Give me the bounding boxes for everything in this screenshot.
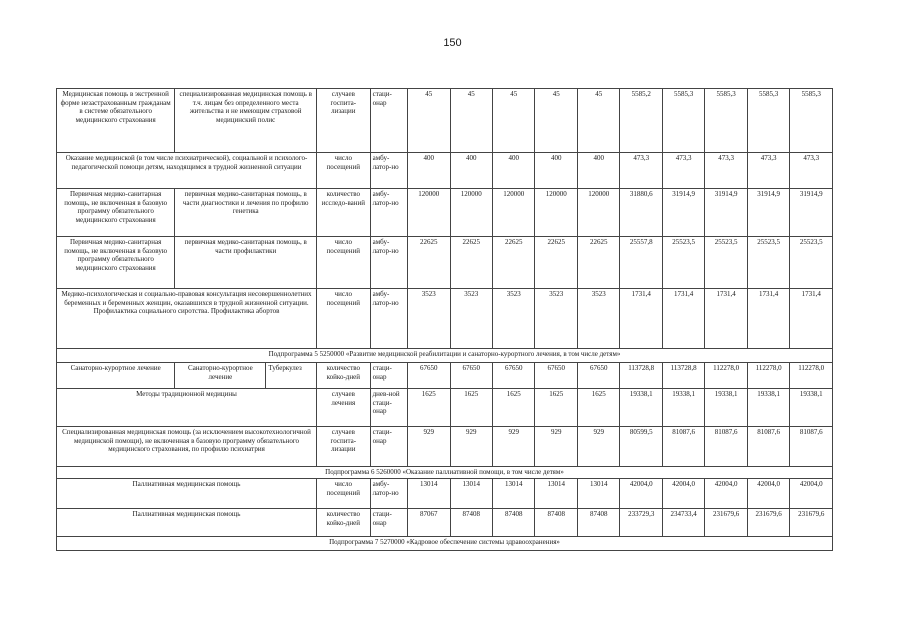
value-cell: 113728,8 (662, 363, 704, 389)
value-cell: 112278,0 (705, 363, 747, 389)
value-cell: 120000 (577, 189, 619, 237)
value-cell: 25523,5 (747, 237, 789, 289)
value-cell: 929 (535, 427, 577, 467)
value-cell: 1731,4 (790, 289, 833, 349)
value-cell: 3523 (535, 289, 577, 349)
value-cell: 5585,3 (790, 89, 833, 153)
value-cell: 25523,5 (662, 237, 704, 289)
value-cell: 22625 (493, 237, 535, 289)
care-type-cell: Медицинская помощь в экстренной форме незастрахованным гражданам в системе обязательного медицинского страхования (57, 89, 175, 153)
value-cell: 1731,4 (747, 289, 789, 349)
unit-cell: случаев госпита-лизации (317, 89, 371, 153)
value-cell: 13014 (450, 479, 492, 509)
value-cell: 67650 (535, 363, 577, 389)
condition-cell: стаци-онар (370, 427, 407, 467)
value-cell: 1731,4 (705, 289, 747, 349)
table-row (57, 189, 833, 237)
value-cell: 22625 (577, 237, 619, 289)
unit-cell: количество койко-дней (317, 509, 371, 537)
condition-cell: днев-ной стаци-онар (370, 389, 407, 427)
value-cell: 22625 (535, 237, 577, 289)
value-cell: 231679,6 (747, 509, 789, 537)
value-cell: 120000 (493, 189, 535, 237)
value-cell: 3523 (493, 289, 535, 349)
unit-cell: количество койко-дней (317, 363, 371, 389)
value-cell: 87067 (408, 509, 450, 537)
table-row (57, 289, 833, 349)
value-cell: 31914,9 (705, 189, 747, 237)
value-cell: 231679,6 (705, 509, 747, 537)
condition-cell: амбу-латор-но (370, 289, 407, 349)
value-cell: 45 (408, 89, 450, 153)
condition-cell: амбу-латор-но (370, 189, 407, 237)
value-cell: 67650 (450, 363, 492, 389)
table-row (57, 427, 833, 467)
value-cell: 929 (577, 427, 619, 467)
value-cell: 31914,9 (747, 189, 789, 237)
unit-cell: случаев лечения (317, 389, 371, 427)
value-cell: 81087,6 (747, 427, 789, 467)
subprogram-header-row (57, 537, 833, 551)
value-cell: 31880,6 (620, 189, 662, 237)
value-cell: 113728,8 (620, 363, 662, 389)
value-cell: 42004,0 (747, 479, 789, 509)
value-cell: 87408 (535, 509, 577, 537)
care-type-cell: Санаторно-курортное лечение (57, 363, 175, 389)
care-subtype-cell: первичная медико-санитарная помощь, в части профилактики (175, 237, 317, 289)
condition-cell: стаци-онар (370, 509, 407, 537)
care-type-cell: Паллиативная медицинская помощь (57, 479, 317, 509)
condition-cell: амбу-латор-но (370, 153, 407, 189)
value-cell: 25523,5 (705, 237, 747, 289)
value-cell: 22625 (450, 237, 492, 289)
value-cell: 31914,9 (662, 189, 704, 237)
value-cell: 1625 (493, 389, 535, 427)
value-cell: 400 (450, 153, 492, 189)
value-cell: 929 (450, 427, 492, 467)
value-cell: 112278,0 (790, 363, 833, 389)
value-cell: 13014 (577, 479, 619, 509)
value-cell: 929 (408, 427, 450, 467)
value-cell: 13014 (408, 479, 450, 509)
unit-cell: количество исследо-ваний (317, 189, 371, 237)
care-subtype-cell: первичная медико-санитарная помощь, в части диагностики и лечения по профилю генетика (175, 189, 317, 237)
value-cell: 473,3 (790, 153, 833, 189)
value-cell: 1731,4 (620, 289, 662, 349)
value-cell: 3523 (577, 289, 619, 349)
condition-cell: амбу-латор-но (370, 479, 407, 509)
value-cell: 19338,1 (662, 389, 704, 427)
value-cell: 42004,0 (662, 479, 704, 509)
value-cell: 120000 (408, 189, 450, 237)
value-cell: 87408 (493, 509, 535, 537)
care-type-cell: Паллиативная медицинская помощь (57, 509, 317, 537)
care-type-cell: Первичная медико-санитарная помощь, не включенная в базовую программу обязательного медицинского страхования (57, 189, 175, 237)
care-subtype-cell: Санаторно-курортное лечение (175, 363, 266, 389)
care-type-cell: Специализированная медицинская помощь (за исключением высокотехнологичной медицинской помощи), не включенная в базовую программу обязательного медицинского страхования, по профилю психиатрия (57, 427, 317, 467)
value-cell: 81087,6 (705, 427, 747, 467)
value-cell: 1731,4 (662, 289, 704, 349)
subprogram-header-row (57, 349, 833, 363)
value-cell: 473,3 (747, 153, 789, 189)
table-row (57, 153, 833, 189)
value-cell: 19338,1 (705, 389, 747, 427)
value-cell: 42004,0 (705, 479, 747, 509)
value-cell: 473,3 (662, 153, 704, 189)
value-cell: 400 (493, 153, 535, 189)
value-cell: 67650 (577, 363, 619, 389)
value-cell: 13014 (493, 479, 535, 509)
care-type-cell: Первичная медико-санитарная помощь, не включенная в базовую программу обязательного медицинского страхования (57, 237, 175, 289)
value-cell: 19338,1 (790, 389, 833, 427)
value-cell: 120000 (450, 189, 492, 237)
unit-cell: число посещений (317, 237, 371, 289)
value-cell: 473,3 (705, 153, 747, 189)
value-cell: 120000 (535, 189, 577, 237)
subprogram-title: Подпрограмма 6 5260000 «Оказание паллиативной помощи, в том числе детям» (57, 467, 833, 479)
table-row (57, 237, 833, 289)
value-cell: 42004,0 (620, 479, 662, 509)
program-table (56, 88, 833, 551)
value-cell: 19338,1 (620, 389, 662, 427)
value-cell: 3523 (408, 289, 450, 349)
value-cell: 112278,0 (747, 363, 789, 389)
care-subtype-cell: специализированная медицинская помощь в т.ч. лицам без определенного места жительства и не имеющим страховой медицинский полис (175, 89, 317, 153)
value-cell: 45 (577, 89, 619, 153)
value-cell: 19338,1 (747, 389, 789, 427)
care-type-cell: Медико-психологическая и социально-правовая консультация несовершеннолетних беременных и беременных женщин, оказавшихся в трудной жизненной ситуации. Профилактика социального сиротства. Профилактика абортов (57, 289, 317, 349)
value-cell: 22625 (408, 237, 450, 289)
value-cell: 1625 (577, 389, 619, 427)
value-cell: 25557,8 (620, 237, 662, 289)
value-cell: 3523 (450, 289, 492, 349)
value-cell: 400 (577, 153, 619, 189)
table-row (57, 89, 833, 153)
value-cell: 67650 (408, 363, 450, 389)
table-row (57, 509, 833, 537)
table-row (57, 479, 833, 509)
value-cell: 80599,5 (620, 427, 662, 467)
value-cell: 13014 (535, 479, 577, 509)
value-cell: 31914,9 (790, 189, 833, 237)
value-cell: 1625 (450, 389, 492, 427)
value-cell: 87408 (577, 509, 619, 537)
condition-cell: стаци-онар (370, 363, 407, 389)
value-cell: 5585,3 (705, 89, 747, 153)
value-cell: 1625 (535, 389, 577, 427)
value-cell: 5585,3 (662, 89, 704, 153)
value-cell: 45 (450, 89, 492, 153)
care-type-cell: Оказание медицинской (в том числе психиатрической), социальной и психолого-педагогической помощи детям, находящимся в трудной жизненной ситуации (57, 153, 317, 189)
value-cell: 45 (493, 89, 535, 153)
value-cell: 87408 (450, 509, 492, 537)
value-cell: 81087,6 (790, 427, 833, 467)
value-cell: 1625 (408, 389, 450, 427)
value-cell: 929 (493, 427, 535, 467)
subprogram-title: Подпрограмма 7 5270000 «Кадровое обеспечение системы здравоохранения» (57, 537, 833, 551)
value-cell: 233729,3 (620, 509, 662, 537)
table-row (57, 363, 833, 389)
unit-cell: случаев госпита-лизации (317, 427, 371, 467)
value-cell: 473,3 (620, 153, 662, 189)
subprogram-title: Подпрограмма 5 5250000 «Развитие медицинской реабилитации и санаторно-курортного лечения, в том числе детям» (57, 349, 833, 363)
unit-cell: число посещений (317, 153, 371, 189)
subprogram-header-row (57, 467, 833, 479)
value-cell: 400 (535, 153, 577, 189)
condition-cell: стаци-онар (370, 89, 407, 153)
value-cell: 234733,4 (662, 509, 704, 537)
value-cell: 5585,2 (620, 89, 662, 153)
unit-cell: число посещений (317, 289, 371, 349)
value-cell: 81087,6 (662, 427, 704, 467)
unit-cell: число посещений (317, 479, 371, 509)
table-row (57, 389, 833, 427)
value-cell: 25523,5 (790, 237, 833, 289)
page-number: 150 (443, 37, 462, 49)
value-cell: 67650 (493, 363, 535, 389)
condition-cell: амбу-латор-но (370, 237, 407, 289)
value-cell: 42004,0 (790, 479, 833, 509)
value-cell: 45 (535, 89, 577, 153)
profile-cell: Туберкулез (266, 363, 317, 389)
value-cell: 231679,6 (790, 509, 833, 537)
care-type-cell: Методы традиционной медицины (57, 389, 317, 427)
value-cell: 400 (408, 153, 450, 189)
value-cell: 5585,3 (747, 89, 789, 153)
